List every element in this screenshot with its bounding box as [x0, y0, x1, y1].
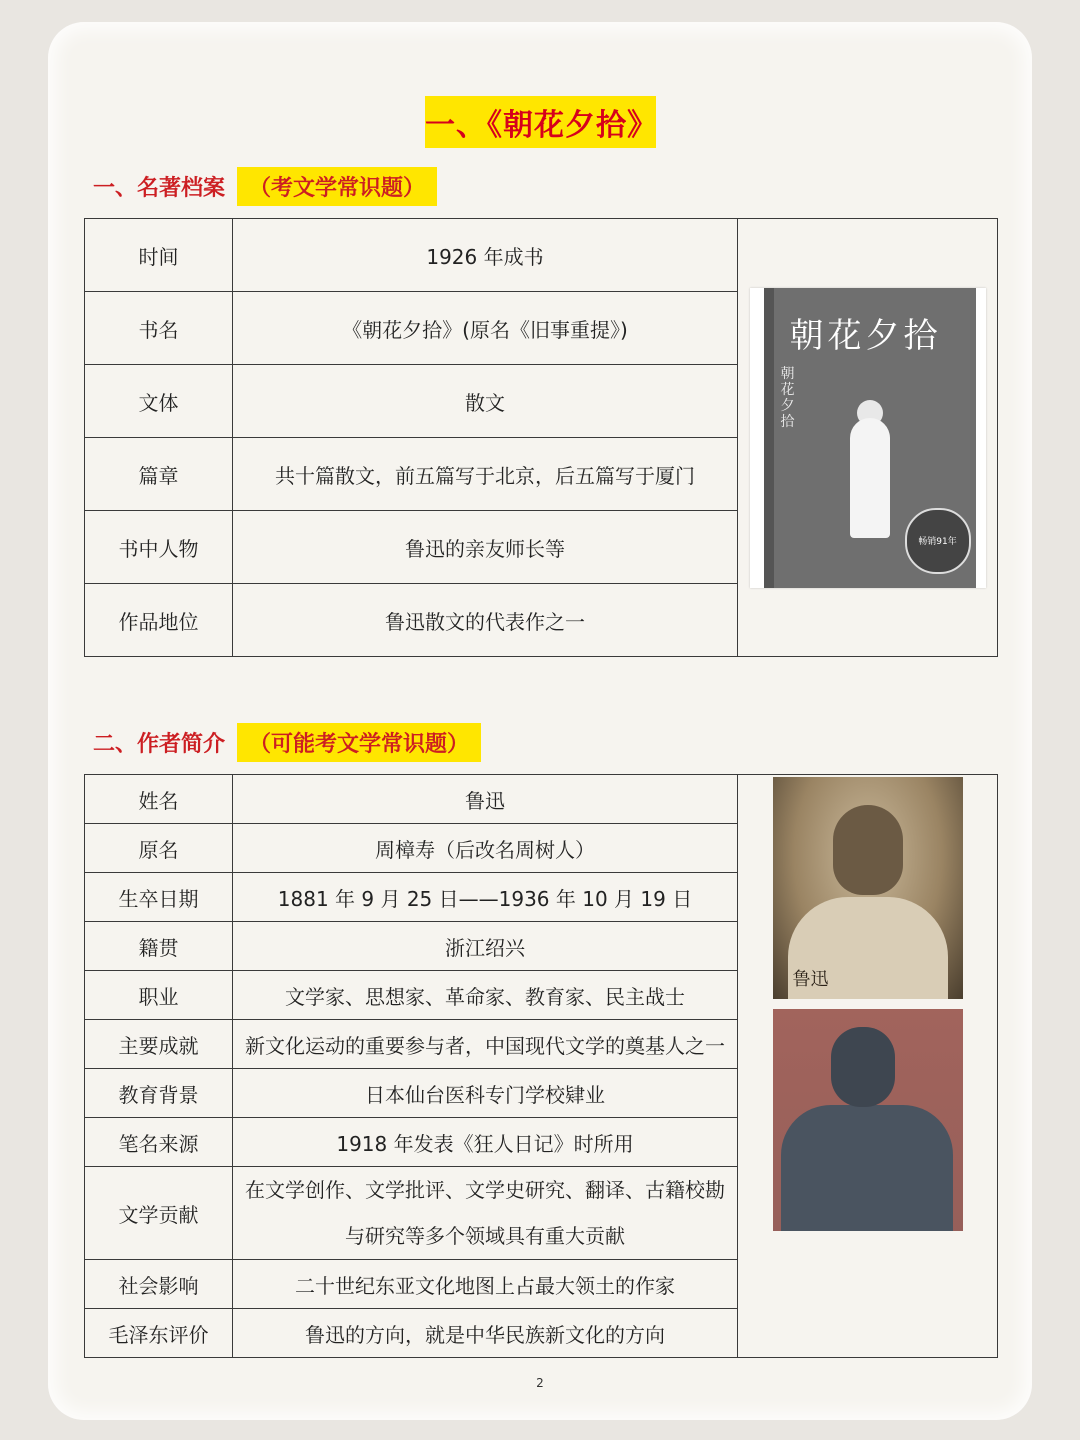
book-cover-image — [750, 288, 986, 588]
row-label: 毛泽东评价 — [85, 1309, 233, 1358]
cover-figure — [850, 418, 890, 538]
statue-body — [781, 1105, 953, 1231]
main-title: 一、《朝花夕拾》 — [425, 96, 656, 148]
row-value: 新文化运动的重要参与者，中国现代文学的奠基人之一 — [233, 1020, 738, 1069]
portrait-signature: 鲁迅 — [792, 969, 829, 990]
portrait-head — [833, 805, 903, 895]
section2-highlight: （可能考文学常识题） — [237, 723, 481, 762]
row-label: 篇章 — [85, 438, 233, 511]
row-value: 文学家、思想家、革命家、教育家、民主战士 — [233, 971, 738, 1020]
row-value: 散文 — [233, 365, 738, 438]
row-value: 鲁迅 — [233, 775, 738, 824]
row-label: 文体 — [85, 365, 233, 438]
row-label: 书名 — [85, 292, 233, 365]
table-row — [85, 775, 998, 824]
section1-heading: 一、名著档案 — [93, 175, 226, 201]
row-label: 生卒日期 — [85, 873, 233, 922]
row-value: 鲁迅散文的代表作之一 — [233, 584, 738, 657]
author-photos-cell — [738, 775, 998, 1358]
page-number: 2 — [536, 1376, 544, 1390]
row-label: 文学贡献 — [85, 1167, 233, 1260]
section1-highlight: （考文学常识题） — [237, 167, 437, 206]
section2-heading-row — [93, 722, 481, 762]
row-value: 鲁迅的方向，就是中华民族新文化的方向 — [233, 1309, 738, 1358]
row-value: 二十世纪东亚文化地图上占最大领土的作家 — [233, 1260, 738, 1309]
row-value: 1881 年 9 月 25 日——1936 年 10 月 19 日 — [233, 873, 738, 922]
row-label: 时间 — [85, 219, 233, 292]
row-value: 1918 年发表《狂人日记》时所用 — [233, 1118, 738, 1167]
book-profile-table — [84, 218, 998, 657]
row-label: 教育背景 — [85, 1069, 233, 1118]
row-label: 社会影响 — [85, 1260, 233, 1309]
book-cover-title: 朝花夕拾 — [789, 315, 942, 356]
row-value: 共十篇散文，前五篇写于北京，后五篇写于厦门 — [233, 438, 738, 511]
author-profile-table — [84, 774, 998, 1358]
section2-heading: 二、作者简介 — [93, 731, 226, 757]
statue-head — [831, 1027, 895, 1107]
row-label: 姓名 — [85, 775, 233, 824]
author-statue-photo — [773, 1009, 963, 1231]
table-row — [85, 219, 998, 292]
row-value: 1926 年成书 — [233, 219, 738, 292]
row-value: 周樟寿（后改名周树人） — [233, 824, 738, 873]
book-spine — [764, 288, 774, 588]
row-label: 籍贯 — [85, 922, 233, 971]
row-label: 作品地位 — [85, 584, 233, 657]
row-label: 书中人物 — [85, 511, 233, 584]
row-value: 鲁迅的亲友师长等 — [233, 511, 738, 584]
row-value: 浙江绍兴 — [233, 922, 738, 971]
row-value — [233, 1167, 738, 1260]
author-portrait-photo — [773, 777, 963, 999]
book-cover-badge: 畅销91年 — [905, 508, 971, 574]
book-cover-side-text: 朝花夕拾 — [780, 365, 795, 430]
row-value-line2: 与研究等多个领域具有重大贡献 — [345, 1224, 625, 1248]
row-label: 职业 — [85, 971, 233, 1020]
book-cover-cell — [738, 219, 998, 657]
row-label: 原名 — [85, 824, 233, 873]
section1-heading-row — [93, 166, 437, 206]
row-value: 《朝花夕拾》(原名《旧事重提》) — [233, 292, 738, 365]
row-value-line1: 在文学创作、文学批评、文学史研究、翻译、古籍校勘 — [245, 1178, 725, 1202]
row-value: 日本仙台医科专门学校肄业 — [233, 1069, 738, 1118]
row-label: 主要成就 — [85, 1020, 233, 1069]
row-label: 笔名来源 — [85, 1118, 233, 1167]
